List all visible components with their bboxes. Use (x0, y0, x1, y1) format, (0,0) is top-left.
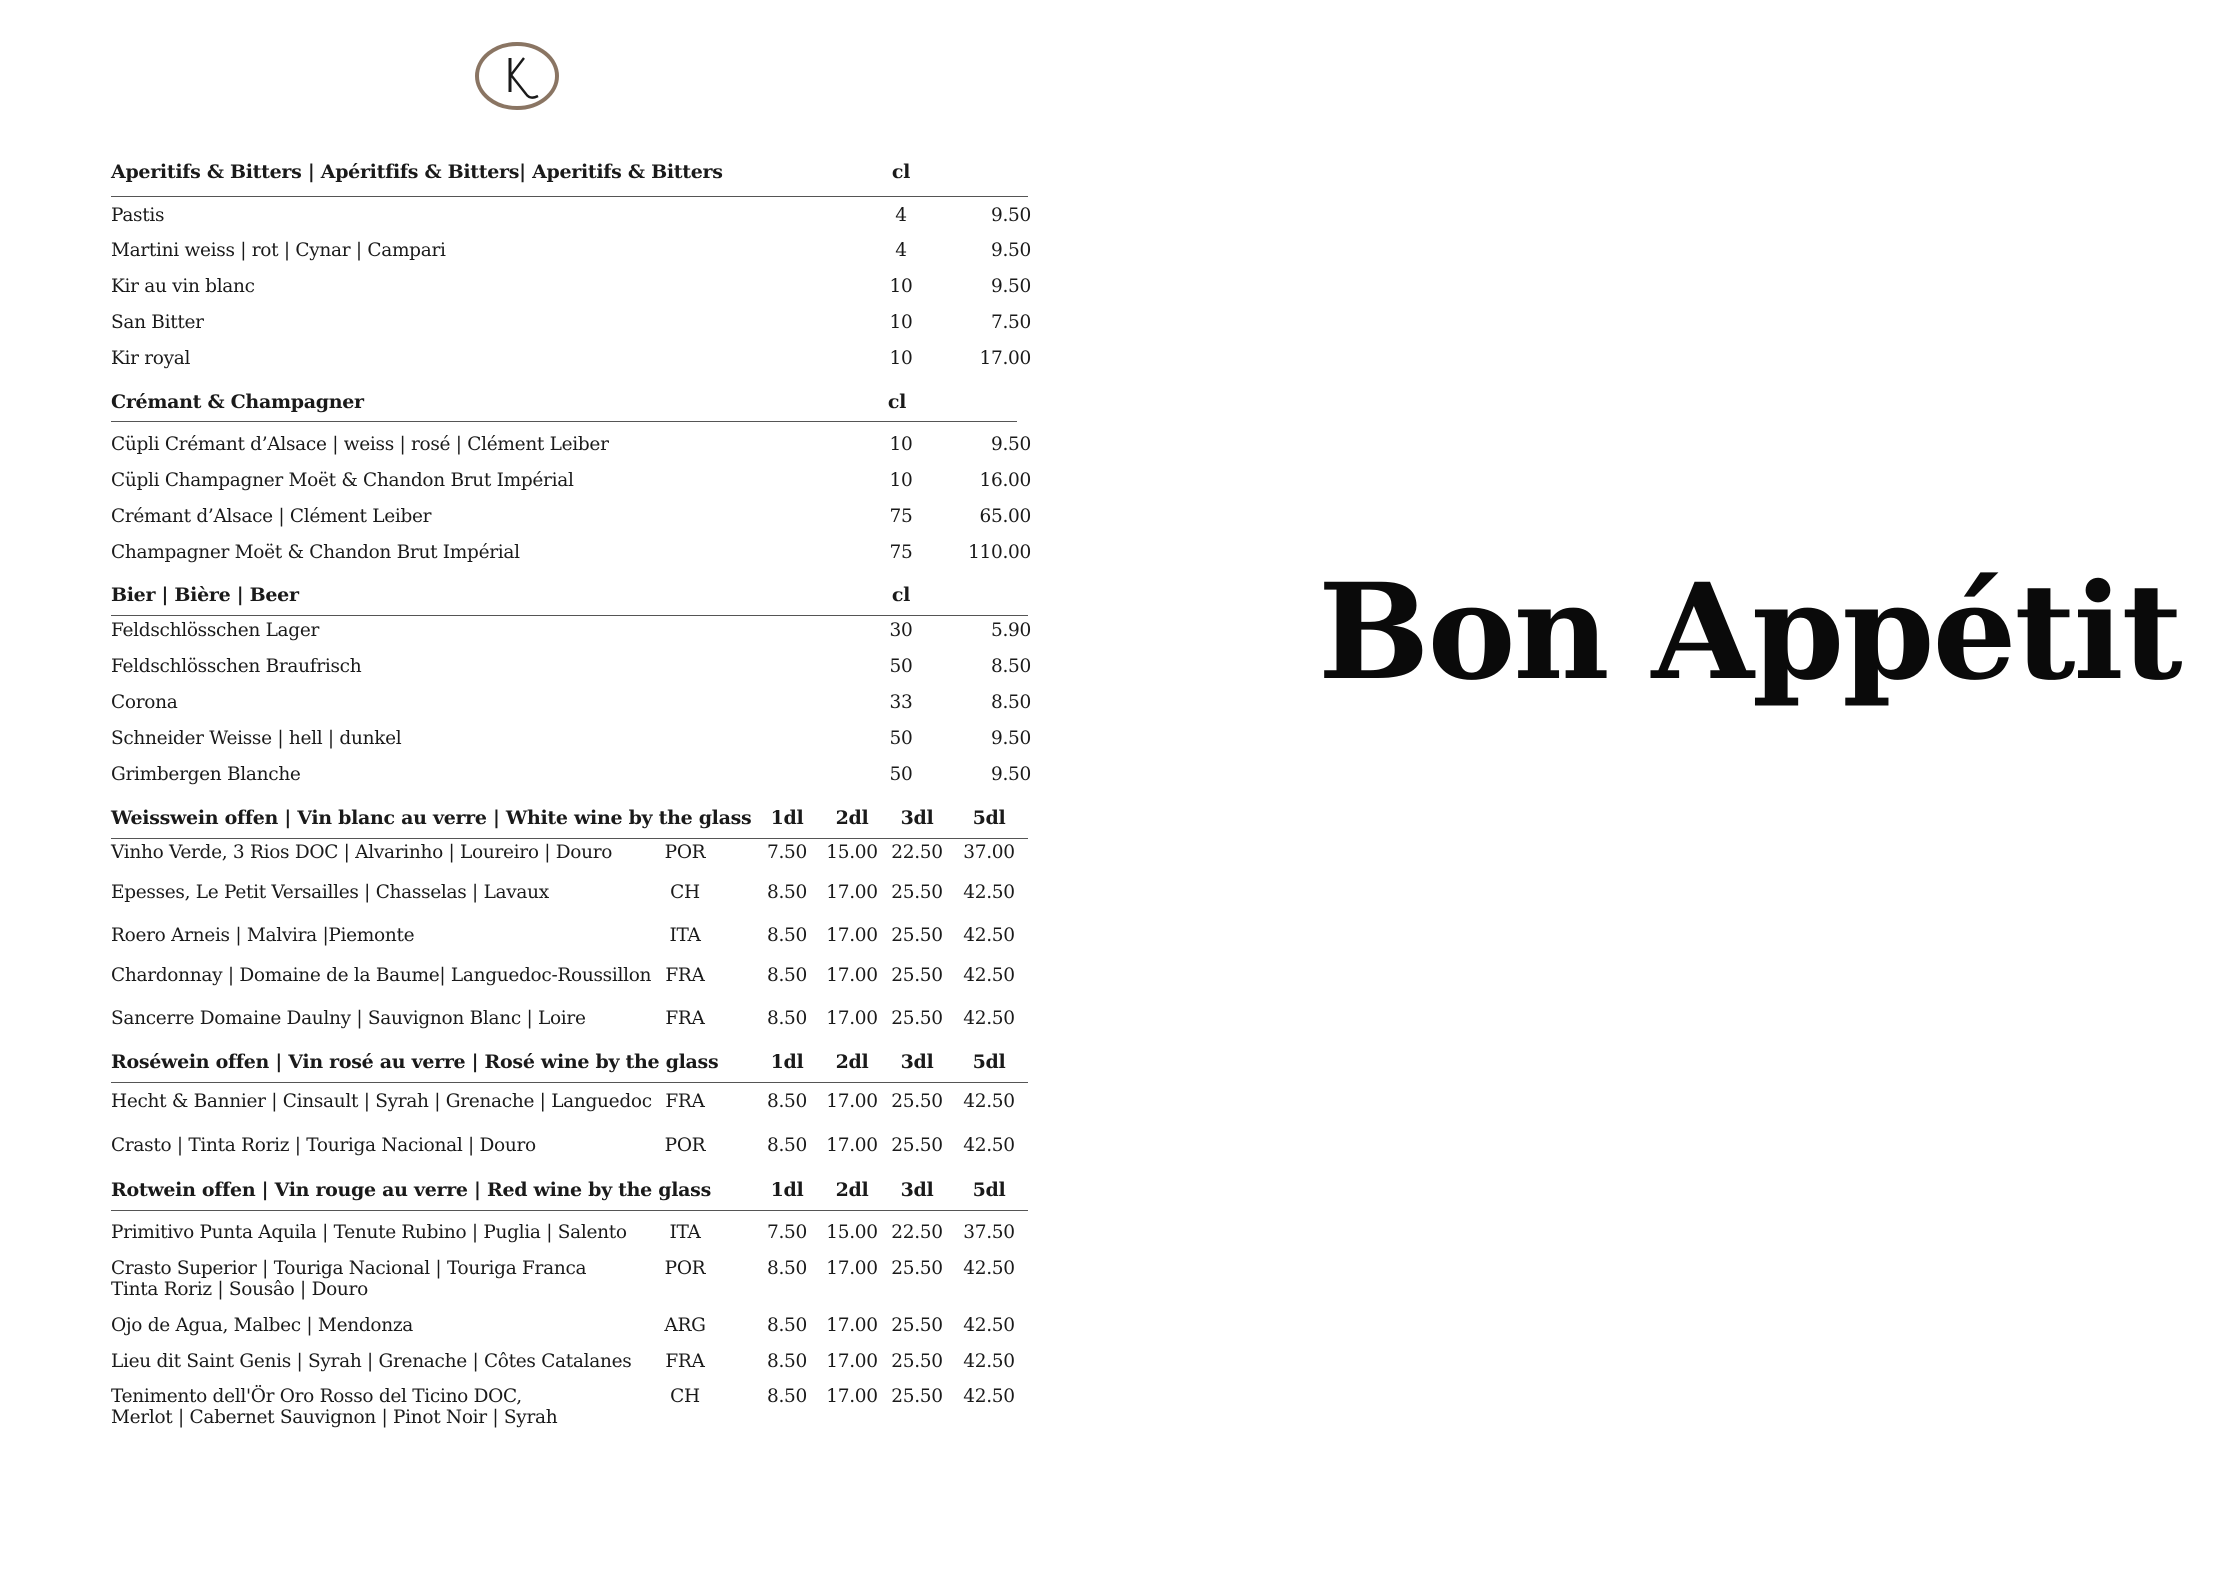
item-price: 25.50 (891, 925, 943, 946)
item-volume: 10 (889, 470, 913, 491)
item-origin: FRA (665, 1351, 705, 1372)
item-price: 17.00 (826, 1351, 878, 1372)
size-label: 3dl (900, 1179, 934, 1201)
item-price: 25.50 (891, 965, 943, 986)
item-price: 25.50 (891, 1351, 943, 1372)
item-price: 42.50 (963, 965, 1015, 986)
item-name: Crasto | Tinta Roriz | Touriga Nacional | Douro (111, 1135, 536, 1156)
item-price: 17.00 (826, 1135, 878, 1156)
item-origin: ITA (669, 925, 701, 946)
item-price: 8.50 (767, 965, 807, 986)
item-price: 17.00 (826, 882, 878, 903)
item-name-line: Tinta Roriz | Sousâo | Douro (111, 1279, 368, 1300)
item-price: 25.50 (891, 1315, 943, 1336)
item-price: 25.50 (891, 1091, 943, 1112)
item-name: Epesses, Le Petit Versailles | Chasselas | Lavaux (111, 882, 549, 903)
logo-k-icon (474, 40, 560, 112)
unit-label: cl (887, 391, 907, 413)
item-name: Kir royal (111, 348, 191, 369)
size-label: 1dl (770, 1051, 804, 1073)
section-title: Weisswein offen | Vin blanc au verre | White wine by the glass (111, 807, 752, 829)
size-label: 2dl (835, 1179, 869, 1201)
item-price: 8.50 (767, 882, 807, 903)
item-volume: 10 (889, 312, 913, 333)
item-origin: ITA (669, 1222, 701, 1243)
item-price: 25.50 (891, 1135, 943, 1156)
item-origin: FRA (665, 965, 705, 986)
item-name: Kir au vin blanc (111, 276, 255, 297)
item-price: 110.00 (968, 542, 1031, 563)
item-name-line: Crasto Superior | Touriga Nacional | Touriga Franca (111, 1258, 587, 1279)
item-volume: 4 (895, 205, 907, 226)
item-price: 15.00 (826, 1222, 878, 1243)
item-name: Feldschlösschen Braufrisch (111, 656, 362, 677)
item-price: 9.50 (991, 728, 1031, 749)
item-price: 42.50 (963, 1135, 1015, 1156)
item-volume: 10 (889, 276, 913, 297)
item-name: Schneider Weisse | hell | dunkel (111, 728, 402, 749)
item-origin: POR (664, 842, 706, 863)
size-label: 2dl (835, 1051, 869, 1073)
section-title: Aperitifs & Bitters | Apéritfifs & Bitters| Aperitifs & Bitters (111, 161, 723, 183)
divider (111, 615, 1028, 616)
divider (111, 1082, 1028, 1083)
item-volume: 50 (889, 728, 913, 749)
item-price: 9.50 (991, 764, 1031, 785)
size-label: 5dl (972, 1051, 1006, 1073)
item-price: 42.50 (963, 882, 1015, 903)
item-price: 42.50 (963, 1008, 1015, 1029)
item-price: 8.50 (767, 1386, 807, 1407)
size-label: 1dl (770, 807, 804, 829)
item-price: 17.00 (826, 1386, 878, 1407)
item-price: 7.50 (767, 842, 807, 863)
item-price: 9.50 (991, 240, 1031, 261)
item-price: 8.50 (767, 1008, 807, 1029)
size-label: 1dl (770, 1179, 804, 1201)
item-volume: 50 (889, 656, 913, 677)
item-name: Martini weiss | rot | Cynar | Campari (111, 240, 446, 261)
item-price: 17.00 (826, 925, 878, 946)
item-name: Champagner Moët & Chandon Brut Impérial (111, 542, 520, 563)
item-origin: FRA (665, 1091, 705, 1112)
item-price: 8.50 (991, 692, 1031, 713)
section-title: Roséwein offen | Vin rosé au verre | Rosé wine by the glass (111, 1051, 719, 1073)
item-origin: CH (670, 1386, 700, 1407)
item-price: 8.50 (991, 656, 1031, 677)
item-origin: CH (670, 882, 700, 903)
item-name: Cüpli Champagner Moët & Chandon Brut Impérial (111, 470, 574, 491)
item-name: Lieu dit Saint Genis | Syrah | Grenache | Côtes Catalanes (111, 1351, 632, 1372)
item-price: 8.50 (767, 1258, 807, 1279)
item-name: Cüpli Crémant d’Alsace | weiss | rosé | Clément Leiber (111, 434, 609, 455)
item-price: 17.00 (826, 1091, 878, 1112)
item-name-line: Merlot | Cabernet Sauvignon | Pinot Noir | Syrah (111, 1407, 558, 1428)
item-price: 9.50 (991, 276, 1031, 297)
item-price: 42.50 (963, 1258, 1015, 1279)
item-price: 17.00 (979, 348, 1031, 369)
item-price: 8.50 (767, 1135, 807, 1156)
item-volume: 33 (889, 692, 913, 713)
size-label: 2dl (835, 807, 869, 829)
item-name (111, 1258, 586, 1300)
item-name: Hecht & Bannier | Cinsault | Syrah | Grenache | Languedoc (111, 1091, 652, 1112)
item-price: 17.00 (826, 1008, 878, 1029)
item-volume: 75 (889, 506, 913, 527)
item-price: 42.50 (963, 1351, 1015, 1372)
restaurant-logo (474, 40, 560, 112)
item-price: 8.50 (767, 1091, 807, 1112)
item-price: 8.50 (767, 1315, 807, 1336)
item-name: Primitivo Punta Aquila | Tenute Rubino | Puglia | Salento (111, 1222, 627, 1243)
item-name: Grimbergen Blanche (111, 764, 301, 785)
item-price: 22.50 (891, 1222, 943, 1243)
item-name: San Bitter (111, 312, 204, 333)
item-volume: 50 (889, 764, 913, 785)
item-price: 9.50 (991, 434, 1031, 455)
item-name: Sancerre Domaine Daulny | Sauvignon Blanc | Loire (111, 1008, 586, 1029)
divider (111, 838, 1028, 839)
item-name: Ojo de Agua, Malbec | Mendonza (111, 1315, 414, 1336)
size-label: 3dl (900, 807, 934, 829)
item-price: 9.50 (991, 205, 1031, 226)
size-label: 5dl (972, 1179, 1006, 1201)
unit-label: cl (891, 161, 911, 183)
size-label: 3dl (900, 1051, 934, 1073)
item-volume: 30 (889, 620, 913, 641)
section-title: Rotwein offen | Vin rouge au verre | Red wine by the glass (111, 1179, 711, 1201)
bon-appetit-heading: Bon Appétit (1318, 555, 2181, 710)
item-price: 7.50 (767, 1222, 807, 1243)
item-price: 16.00 (979, 470, 1031, 491)
item-price: 25.50 (891, 1008, 943, 1029)
item-name-line: Tenimento dell'Ör Oro Rosso del Ticino DOC, (111, 1386, 522, 1407)
item-origin: POR (664, 1135, 706, 1156)
item-price: 65.00 (979, 506, 1031, 527)
item-volume: 10 (889, 348, 913, 369)
item-volume: 75 (889, 542, 913, 563)
size-label: 5dl (972, 807, 1006, 829)
item-price: 17.00 (826, 1258, 878, 1279)
item-name: Pastis (111, 205, 165, 226)
item-price: 42.50 (963, 1091, 1015, 1112)
item-name: Feldschlösschen Lager (111, 620, 320, 641)
item-name: Corona (111, 692, 178, 713)
item-price: 37.00 (963, 842, 1015, 863)
item-price: 15.00 (826, 842, 878, 863)
item-price: 22.50 (891, 842, 943, 863)
item-price: 42.50 (963, 1386, 1015, 1407)
section-title: Crémant & Champagner (111, 391, 364, 413)
item-origin: ARG (664, 1315, 706, 1336)
item-price: 17.00 (826, 1315, 878, 1336)
item-name: Vinho Verde, 3 Rios DOC | Alvarinho | Loureiro | Douro (111, 842, 613, 863)
item-name: Chardonnay | Domaine de la Baume| Languedoc-Roussillon (111, 965, 652, 986)
item-price: 8.50 (767, 925, 807, 946)
item-price: 25.50 (891, 882, 943, 903)
divider (111, 1210, 1028, 1211)
item-price: 8.50 (767, 1351, 807, 1372)
item-volume: 4 (895, 240, 907, 261)
section-title: Bier | Bière | Beer (111, 584, 299, 606)
item-price: 42.50 (963, 1315, 1015, 1336)
item-price: 5.90 (991, 620, 1031, 641)
item-price: 17.00 (826, 965, 878, 986)
item-name: Crémant d’Alsace | Clément Leiber (111, 506, 432, 527)
item-price: 25.50 (891, 1258, 943, 1279)
item-volume: 10 (889, 434, 913, 455)
item-price: 7.50 (991, 312, 1031, 333)
item-price: 37.50 (963, 1222, 1015, 1243)
item-origin: FRA (665, 1008, 705, 1029)
item-price: 42.50 (963, 925, 1015, 946)
item-name: Roero Arneis | Malvira |Piemonte (111, 925, 415, 946)
divider (111, 196, 1028, 197)
unit-label: cl (891, 584, 911, 606)
item-origin: POR (664, 1258, 706, 1279)
item-name (111, 1386, 557, 1428)
divider (111, 421, 1017, 422)
item-price: 25.50 (891, 1386, 943, 1407)
